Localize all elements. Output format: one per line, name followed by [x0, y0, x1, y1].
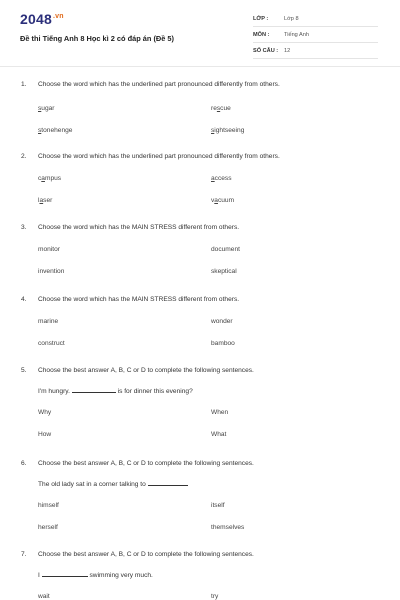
option-3[interactable]: construct — [38, 340, 65, 347]
option-3[interactable]: How — [38, 431, 52, 438]
meta-label: LỚP : — [253, 16, 269, 22]
question-text: Choose the best answer A, B, C or D to complete the following sentences. — [38, 460, 254, 467]
underlined-letter: s — [38, 105, 42, 112]
question-number: 4. — [21, 296, 27, 303]
question-text: Choose the word which has the underlined part pronounced differently from others. — [38, 81, 280, 88]
option-1[interactable]: marine — [38, 318, 59, 325]
logo-text: 2048 — [20, 11, 52, 27]
question-number: 7. — [21, 551, 27, 558]
question-number: 5. — [21, 367, 27, 374]
question-number: 3. — [21, 224, 27, 231]
option-4[interactable]: What — [211, 431, 227, 438]
option-1[interactable]: wait — [38, 593, 50, 600]
stem-text: The old lady sat in a corner talking to — [38, 481, 148, 488]
option-4[interactable] — [211, 197, 234, 204]
underlined-letter: s — [38, 127, 42, 134]
meta-value: Lớp 8 — [284, 16, 299, 22]
stem-text: swimming very much. — [87, 572, 153, 579]
option-text: l — [38, 197, 40, 204]
exam-title: Đề thi Tiếng Anh 8 Học kì 2 có đáp án (Đề 5) — [20, 34, 174, 43]
option-3[interactable]: herself — [38, 524, 58, 531]
option-text: cuum — [217, 197, 235, 204]
option-4[interactable]: skeptical — [211, 268, 237, 275]
option-text: ser — [43, 197, 53, 204]
option-1[interactable]: Why — [38, 409, 52, 416]
question-list — [0, 67, 400, 600]
stem-text: is for dinner this evening? — [115, 388, 193, 395]
option-text: v — [211, 197, 215, 204]
question-stem — [38, 570, 153, 579]
answer-blank — [148, 479, 188, 486]
logo-suffix: .vn — [52, 13, 64, 21]
option-1[interactable] — [38, 105, 55, 112]
question-stem — [38, 479, 188, 488]
meta-class — [253, 13, 378, 27]
question-text: Choose the word which has the MAIN STRESS different from others. — [38, 296, 240, 303]
option-2[interactable]: When — [211, 409, 229, 416]
question-number: 2. — [21, 153, 27, 160]
meta-question-count — [253, 45, 378, 59]
option-4[interactable]: themselves — [211, 524, 245, 531]
option-2[interactable] — [211, 175, 232, 182]
underlined-letter: a — [41, 175, 45, 182]
option-1[interactable] — [38, 175, 61, 182]
option-4[interactable]: bamboo — [211, 340, 235, 347]
option-2[interactable] — [211, 105, 231, 112]
meta-subject — [253, 29, 378, 43]
meta-value: 12 — [284, 48, 291, 54]
question-stem — [38, 386, 193, 395]
option-text: mpus — [44, 175, 62, 182]
option-text: c — [38, 175, 42, 182]
option-3[interactable]: invention — [38, 268, 65, 275]
question-number: 1. — [21, 81, 27, 88]
option-text: ightseeing — [214, 127, 245, 134]
option-3[interactable] — [38, 127, 72, 134]
meta-label: SỐ CÂU : — [253, 48, 279, 54]
stem-text: I'm hungry. — [38, 388, 72, 395]
question-text: Choose the best answer A, B, C or D to complete the following sentences. — [38, 551, 254, 558]
meta-value: Tiếng Anh — [284, 32, 309, 38]
underlined-letter: s — [216, 105, 221, 112]
option-text: ccess — [214, 175, 232, 182]
option-text: cue — [220, 105, 231, 112]
option-text: ugar — [41, 105, 55, 112]
option-2[interactable]: itself — [211, 502, 225, 509]
option-1[interactable]: himself — [38, 502, 59, 509]
option-2[interactable]: try — [211, 593, 219, 600]
underlined-letter: a — [39, 197, 44, 204]
underlined-letter: s — [211, 127, 215, 134]
option-text: tonehenge — [41, 127, 73, 134]
question-number: 6. — [21, 460, 27, 467]
question-text: Choose the word which has the underlined part pronounced differently from others. — [38, 153, 280, 160]
question-text: Choose the best answer A, B, C or D to complete the following sentences. — [38, 367, 254, 374]
option-2[interactable]: wonder — [211, 318, 233, 325]
site-logo[interactable] — [20, 11, 64, 27]
stem-text: I — [38, 572, 42, 579]
underlined-letter: a — [214, 197, 218, 204]
option-3[interactable] — [38, 197, 52, 204]
answer-blank — [72, 386, 116, 393]
underlined-letter: a — [211, 175, 215, 182]
meta-label: MÔN : — [253, 32, 270, 38]
question-text: Choose the word which has the MAIN STRESS different from others. — [38, 224, 240, 231]
header — [0, 0, 400, 66]
option-2[interactable]: document — [211, 246, 240, 253]
option-4[interactable] — [211, 127, 244, 134]
option-text: re — [211, 105, 217, 112]
option-1[interactable]: monitor — [38, 246, 60, 253]
answer-blank — [42, 570, 88, 577]
